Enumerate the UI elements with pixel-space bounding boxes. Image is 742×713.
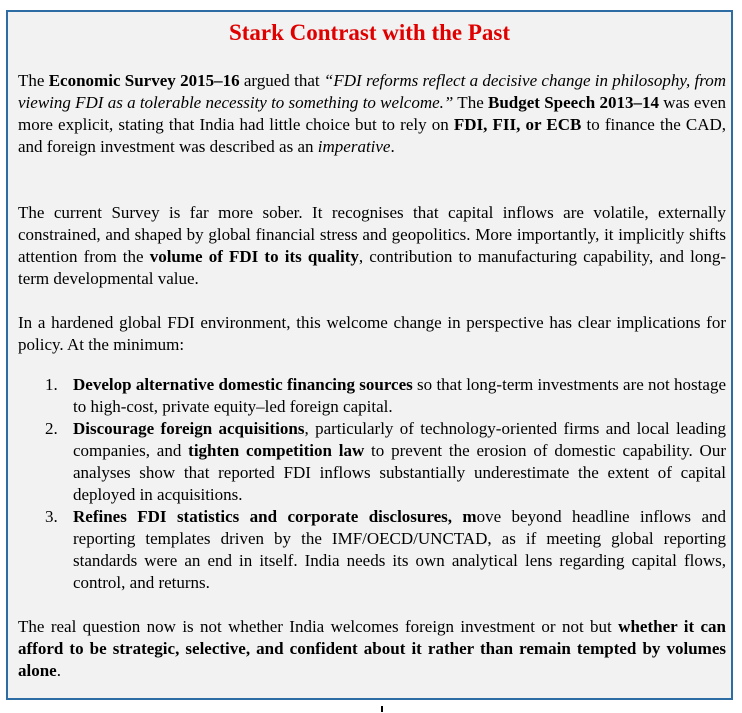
list-item — [18, 418, 726, 506]
bold-run: Budget Speech 2013–14 — [488, 93, 659, 112]
bold-run: volume of FDI to its quality — [149, 247, 359, 266]
bold-run: Refines FDI statistics and corporate disclosures, m — [73, 507, 477, 526]
bold-run: Discourage foreign acquisitions — [73, 419, 305, 438]
text-run: . — [56, 661, 61, 680]
text-run: The — [18, 71, 49, 90]
bold-run: Develop alternative domestic financing sources — [73, 375, 413, 394]
text-box — [6, 10, 733, 700]
text-run: The — [453, 93, 488, 112]
policy-list — [18, 374, 726, 594]
list-item — [18, 374, 726, 418]
list-item — [18, 506, 726, 594]
bold-run: Economic Survey 2015–16 — [48, 71, 240, 90]
text-run: was even more explicit, stating that India had little choice but to rely on — [18, 93, 727, 134]
bold-run: FDI, FII, or ECB — [453, 115, 582, 134]
italic-quote: “FDI reforms reflect a decisive change in philosophy, from viewing FDI as a tolerable necessity to something to welcome.” — [18, 71, 726, 112]
paragraph-2 — [18, 202, 726, 290]
list-number: 1. — [45, 375, 58, 394]
paragraph-3: In a hardened global FDI environment, this welcome change in perspective has clear implications for policy. At the minimum: — [18, 313, 726, 354]
text-run: The current Survey is far more sober. It recognises that capital inflows are volatile, externally constrained, and shaped by global financial stress and geopolitics. More importantly, it implicitly shifts attention from the — [18, 203, 726, 266]
paragraph-1 — [18, 70, 726, 158]
bold-run: tighten competition law — [188, 441, 365, 460]
box-title: Stark Contrast with the Past — [228, 20, 511, 45]
text-run: . — [390, 137, 395, 156]
text-run: ove beyond headline inflows and reporting templates driven by the IMF/OECD/UNCTAD, as if meeting global reporting standards were an end in itself. India needs its own analytical lens regarding capital flows, control, and returns. — [73, 507, 726, 592]
text-run: , particularly of technology-oriented firms and local leading companies, and — [73, 419, 726, 460]
text-run: , contribution to manufacturing capability, and long-term developmental value. — [18, 247, 726, 288]
text-run: to finance the CAD, and foreign investment was described as an — [18, 115, 727, 156]
text-run: to prevent the erosion of domestic capability. Our analyses show that reported FDI inflows substantially underestimate the extent of capital deployed in acquisitions. — [73, 441, 726, 504]
bold-run: whether it can afford to be strategic, selective, and confident about it rather than remain tempted by volumes alone — [18, 617, 726, 680]
text-run: The real question now is not whether India welcomes foreign investment or not but — [18, 617, 619, 636]
italic-run: imperative — [317, 137, 391, 156]
paragraph-4 — [18, 616, 726, 682]
text-run: so that long-term investments are not hostage to high-cost, private equity–led foreign capital. — [73, 375, 726, 416]
list-number: 2. — [45, 419, 58, 438]
list-number: 3. — [45, 507, 58, 526]
page-mark — [381, 706, 383, 712]
text-run: argued that — [239, 71, 324, 90]
